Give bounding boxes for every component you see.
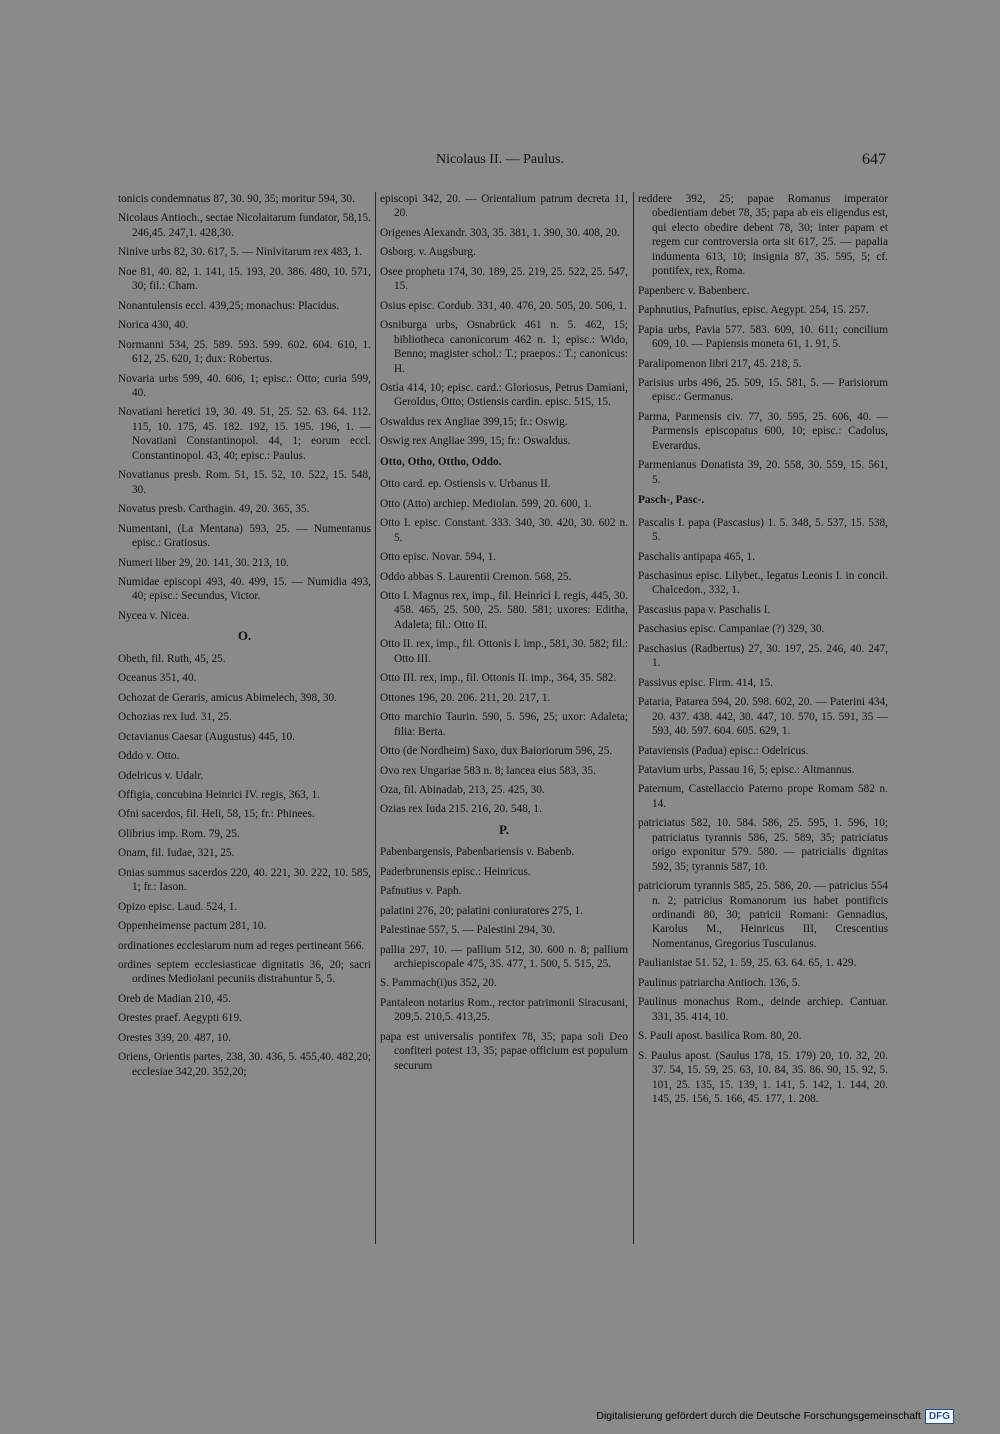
index-entry: Oceanus 351, 40. xyxy=(118,672,197,685)
page-number: 647 xyxy=(862,151,886,168)
index-entry: Oswig rex Angliae 399, 15; fr.: Oswaldus. xyxy=(380,435,571,448)
section-heading-o: O. xyxy=(237,628,252,644)
index-entry: Oreb de Madian 210, 45. xyxy=(118,992,231,1005)
index-entry: Otto card. ep. Ostiensis v. Urbanus II. xyxy=(380,478,551,491)
running-header: Nicolaus II. — Paulus. xyxy=(436,152,564,167)
index-entry: Paulinus monachus Rom., deinde archiep. Cantuar. 331, 35. 414, 10. xyxy=(638,996,888,1023)
index-entry: Paderbrunensis episc.: Heinricus. xyxy=(380,865,531,878)
column-rule-2 xyxy=(633,192,634,1244)
section-heading-p: P. xyxy=(499,821,509,837)
index-entry: palatini 276, 20; palatini coniuratores 275, 1. xyxy=(380,904,583,917)
index-column-1 xyxy=(118,192,371,1084)
index-entry: Otto episc. Novar. 594, 1. xyxy=(380,551,497,564)
index-entry: Paschasius (Radbertus) 27, 30. 197, 25. 246, 40. 247, 1. xyxy=(638,642,888,670)
index-entry: Noe 81, 40. 82, 1. 141, 15. 193, 20. 386. 480, 10. 571, 30; fil.: Cham. xyxy=(118,265,371,293)
index-entry: Papia urbs, Pavia 577. 583. 609, 10. 611; concilium 609, 10. — Papiensis moneta 61, 1. 91, 5. xyxy=(638,323,888,351)
index-entry: patriciorum tyrannis 585, 25. 586, 20. — patricius 554 n. 2; patricius Romanorum ius habet pontificis ordinandi 80, 30; patricii Romani: Gennadius, Karolus M., Heinricus III, Crescentius Nomentanus, Gregorius Tusculanus. xyxy=(638,880,888,950)
index-entry: S. Paulus apost. (Saulus 178, 15. 179) 20, 10. 32, 20. 37. 54, 15. 59, 25. 63, 10. 84, 35. 86. 90, 15. 92, 5. 101, 25. 135, 15. 139, 1. 141, 5. 142, 1. 144, 20. 145, 25. 156, 5. 166, 45. 177, 1. 208. xyxy=(638,1049,888,1106)
index-entry: Otto II. rex, imp., fil. Ottonis I. imp., 581, 30. 582; fil.: Otto III. xyxy=(380,638,628,665)
index-entry: Novatiani heretici 19, 30. 49. 51, 25. 52. 63. 64. 112. 115, 10. 175, 45. 182. 192, 15. 195. 196, 1. — Novatiani Constantinopol. 44, 1; eorum eccl. Constantinopol. 43, 40; episc.: Paulus. xyxy=(118,406,371,462)
index-entry: Paphnutius, Pafnutius, episc. Aegypt. 254, 15. 257. xyxy=(638,304,869,317)
index-entry: Onam, fil. Iudae, 321, 25. xyxy=(118,847,235,860)
index-entry: Pabenbargensis, Pabenbariensis v. Babenb. xyxy=(380,846,575,859)
index-entry: Nycea v. Nicea. xyxy=(118,609,190,622)
index-entry: Oza, fil. Abinadab, 213, 25. 425, 30. xyxy=(380,783,545,796)
index-entry: Osee propheta 174, 30. 189, 25. 219, 25. 522, 25. 547, 15. xyxy=(380,265,628,293)
index-entry: Numentani, (La Mentana) 593, 25. — Numentanus episc.: Gratiosus. xyxy=(118,522,371,550)
index-entry: S. Pauli apost. basilica Rom. 80, 20. xyxy=(638,1030,802,1043)
index-entry: Paschalis antipapa 465, 1. xyxy=(638,550,756,563)
index-entry: ordines septem ecclesiasticae dignitatis 36, 20; sacri ordines Mediolani pecuniis distrahuntur 5, 5. xyxy=(118,959,371,986)
index-entry: Ninive urbs 82, 30. 617, 5. — Ninivitarum rex 483, 1. xyxy=(118,246,363,259)
index-entry: Offigia, concubina Heinrici IV. regis, 363, 1. xyxy=(118,788,320,801)
index-entry: papa est universalis pontifex 78, 35; papa soli Deo confiteri potest 13, 35; papae officium est populum securum xyxy=(380,1030,628,1072)
index-entry: episcopi 342, 20. — Orientalium patrum decreta 11, 20. xyxy=(380,193,628,220)
subheading-otto: Otto, Otho, Ottho, Oddo. xyxy=(380,455,502,468)
index-entry: Paternum, Castellaccio Paterno prope Romam 582 n. 14. xyxy=(638,783,888,810)
index-entry: Parma, Parmensis civ. 77, 30. 595, 25. 606, 40. — Parmensis episcopatus 600, 10; episc.: Cadolus, Everardus. xyxy=(638,410,888,452)
index-entry: Oddo abbas S. Laurentii Cremon. 568, 25. xyxy=(380,570,572,583)
index-entry: Pascasius papa v. Paschalis I. xyxy=(638,603,771,616)
index-entry: Oppenheimense pactum 281, 10. xyxy=(118,920,267,933)
footer-text: Digitalisierung gefördert durch die Deutsche Forschungsgemeinschaft xyxy=(596,1410,921,1422)
index-entry: Otto (Atto) archiep. Mediolan. 599, 20. 600, 1. xyxy=(380,497,592,510)
index-entry: Osniburga urbs, Osnabrück 461 n. 5. 462, 15; bibliotheca canonicorum 462 n. 1; episc.: Wido, Benno; magister schol.: T.; praepos.: T.; canonicus: H. xyxy=(380,319,628,375)
index-entry: Paschasius episc. Campaniae (?) 329, 30. xyxy=(638,623,825,636)
index-entry: Ochozias rex Iud. 31, 25. xyxy=(118,711,232,724)
index-entry: Oswaldus rex Angliae 399,15; fr.: Oswig. xyxy=(380,415,568,428)
index-entry: Nicolaus Antioch., sectae Nicolaitarum fundator, 58,15. 246,45. 247,1. 428,30. xyxy=(118,212,371,239)
index-entry: Novatus presb. Carthagin. 49, 20. 365, 35. xyxy=(118,503,310,516)
index-entry: Papenberc v. Babenberc. xyxy=(638,284,750,297)
index-entry: Ottones 196, 20. 206. 211, 20. 217, 1. xyxy=(380,691,551,704)
index-entry: Orestes 339, 20. 487, 10. xyxy=(118,1031,231,1044)
index-entry: Norica 430, 40. xyxy=(118,319,189,332)
index-entry: Ozias rex Iuda 215. 216, 20. 548, 1. xyxy=(380,803,542,816)
index-entry: Palestinae 557, 5. — Palestini 294, 30. xyxy=(380,924,556,937)
index-entry: S. Pammach(i)us 352, 20. xyxy=(380,977,497,990)
index-entry: Otto I. Magnus rex, imp., fil. Heinrici I. regis, 445, 30. 458. 465, 25. 500, 25. 580. 581; uxores: Editha, Adaleta; fil.: Otto II. xyxy=(380,589,628,631)
dfg-logo: DFG xyxy=(925,1409,954,1424)
index-entry: Octavianus Caesar (Augustus) 445, 10. xyxy=(118,730,295,743)
index-column-2 xyxy=(380,192,628,1078)
index-entry: Otto marchio Taurin. 590, 5. 596, 25; uxor: Adaleta; filia: Berta. xyxy=(380,711,628,738)
index-entry: Normanni 534, 25. 589. 593. 599. 602. 604. 610, 1. 612, 25. 620, 1; dux: Robertus. xyxy=(118,338,371,366)
index-entry: Opizo episc. Laud. 524, 1. xyxy=(118,900,238,913)
index-entry: Parisius urbs 496, 25. 509, 15. 581, 5. — Parisiorum episc.: Germanus. xyxy=(638,376,888,404)
index-entry: Paralipomenon libri 217, 45. 218, 5. xyxy=(638,357,802,370)
index-entry: Paulinus patriarcha Antioch. 136, 5. xyxy=(638,976,801,989)
index-entry: Otto III. rex, imp., fil. Ottonis II. imp., 364, 35. 582. xyxy=(380,672,617,685)
index-entry: patriciatus 582, 10. 584. 586, 25. 595, 1. 596, 10; patriciatus tyrannis 586, 25. 589, 35; patriciatus origo exponitur 579. 580. — patricialis dignitas 592, 35; tyrannis 587, 10. xyxy=(638,817,888,873)
index-entry: Osius episc. Cordub. 331, 40. 476, 20. 505, 20. 506, 1. xyxy=(380,299,627,312)
index-entry: Numidae episcopi 493, 40. 499, 15. — Numidia 493, 40; episc.: Secundus, Victor. xyxy=(118,575,371,603)
index-entry: Pascalis I. papa (Pascasius) 1. 5. 348, 5. 537, 15. 538, 5. xyxy=(638,516,888,544)
digitization-footer xyxy=(596,1407,954,1425)
index-entry: Orestes praef. Aegypti 619. xyxy=(118,1012,242,1025)
index-column-3 xyxy=(638,192,888,1111)
subheading-pasch: Pasch-, Pasc-. xyxy=(638,494,705,507)
index-entry: Ochozat de Geraris, amicus Abimelech, 398, 30. xyxy=(118,691,337,704)
index-entry: Onias summus sacerdos 220, 40. 221, 30. 222, 10. 585, 1; fr.: Iason. xyxy=(118,866,371,894)
index-entry: Osborg. v. Augsburg. xyxy=(380,246,476,259)
index-entry: Pataviensis (Padua) episc.: Odelricus. xyxy=(638,744,809,757)
index-entry: Patavium urbs, Passau 16, 5; episc.: Altmannus. xyxy=(638,763,855,776)
index-entry: Oddo v. Otto. xyxy=(118,750,180,763)
index-entry: Pantaleon notarius Rom., rector patrimonii Siracusani, 209,5. 210,5. 413,25. xyxy=(380,996,628,1024)
index-entry: Novaria urbs 599, 40. 606, 1; episc.: Otto; curia 599, 40. xyxy=(118,372,371,399)
index-entry: Origenes Alexandr. 303, 35. 381, 1. 390, 30. 408, 20. xyxy=(380,226,620,239)
index-entry: Paschasinus episc. Lilybet., legatus Leonis I. in concil. Chalcedon., 332, 1. xyxy=(638,569,888,597)
index-entry: Otto I. episc. Constant. 333. 340, 30. 420, 30. 602 n. 5. xyxy=(380,517,628,544)
index-entry: tonicis condemnatus 87, 30. 90, 35; moritur 594, 30. xyxy=(118,193,355,205)
index-entry: Pafnutius v. Paph. xyxy=(380,885,462,898)
index-entry: Numeri liber 29, 20. 141, 30. 213, 10. xyxy=(118,556,290,569)
index-entry: Olibrius imp. Rom. 79, 25. xyxy=(118,827,240,840)
index-entry: Nonantulensis eccl. 439,25; monachus: Placidus. xyxy=(118,299,340,312)
index-entry: Ostia 414, 10; episc. card.: Gloriosus, Petrus Damiani, Geroldus, Otto; Ostiensis cardin. episc. 515, 15. xyxy=(380,381,628,409)
index-entry: Ovo rex Ungariae 583 n. 8; lancea eius 583, 35. xyxy=(380,764,596,777)
index-entry: ordinationes ecclesiarum num ad reges pertineant 566. xyxy=(118,939,365,952)
index-entry: Oriens, Orientis partes, 238, 30. 436, 5. 455,40. 482,20; ecclesiae 342,20. 352,20; xyxy=(118,1051,371,1078)
index-entry: Pataria, Patarea 594, 20. 598. 602, 20. — Paterini 434, 20. 437. 438. 442, 30. 447, 10. 570, 15. 591, 35 — 593, 40. 597. 604. 605. 629, 1. xyxy=(638,696,888,738)
index-entry: pallia 297, 10. — pallium 512, 30. 600 n. 8; pallium archiepiscopale 475, 35. 477, 1. 500, 5. 515, 25. xyxy=(380,943,628,971)
index-entry: Paulianistae 51. 52, 1. 59, 25. 63. 64. 65, 1. 429. xyxy=(638,957,857,970)
index-entry: Obeth, fil. Ruth, 45, 25. xyxy=(118,652,226,665)
index-entry: Parmenianus Donatista 39, 20. 558, 30. 559, 15. 561, 5. xyxy=(638,459,888,486)
index-entry: Novatianus presb. Rom. 51, 15. 52, 10. 522, 15. 548, 30. xyxy=(118,469,371,496)
index-entry: Ofni sacerdos, fil. Heli, 58, 15; fr.: Phinees. xyxy=(118,808,315,821)
index-entry: Passivus episc. Firm. 414, 15. xyxy=(638,676,773,689)
index-entry: Otto (de Nordheim) Saxo, dux Baioriorum 596, 25. xyxy=(380,745,613,758)
column-rule-1 xyxy=(375,192,376,1244)
index-entry: reddere 392, 25; papae Romanus imperator obedientiam debet 78, 35; papa ab eis eligendus est, qui electo obedire debent 78, 30; inter papam et regem cur controversia orta sit 617, 25. — papalia indumenta 613, 10; insignia 87, 35. 595, 5; cf. pontifex, rex, Roma. xyxy=(638,193,888,278)
index-entry: Odelricus v. Udalr. xyxy=(118,769,204,782)
